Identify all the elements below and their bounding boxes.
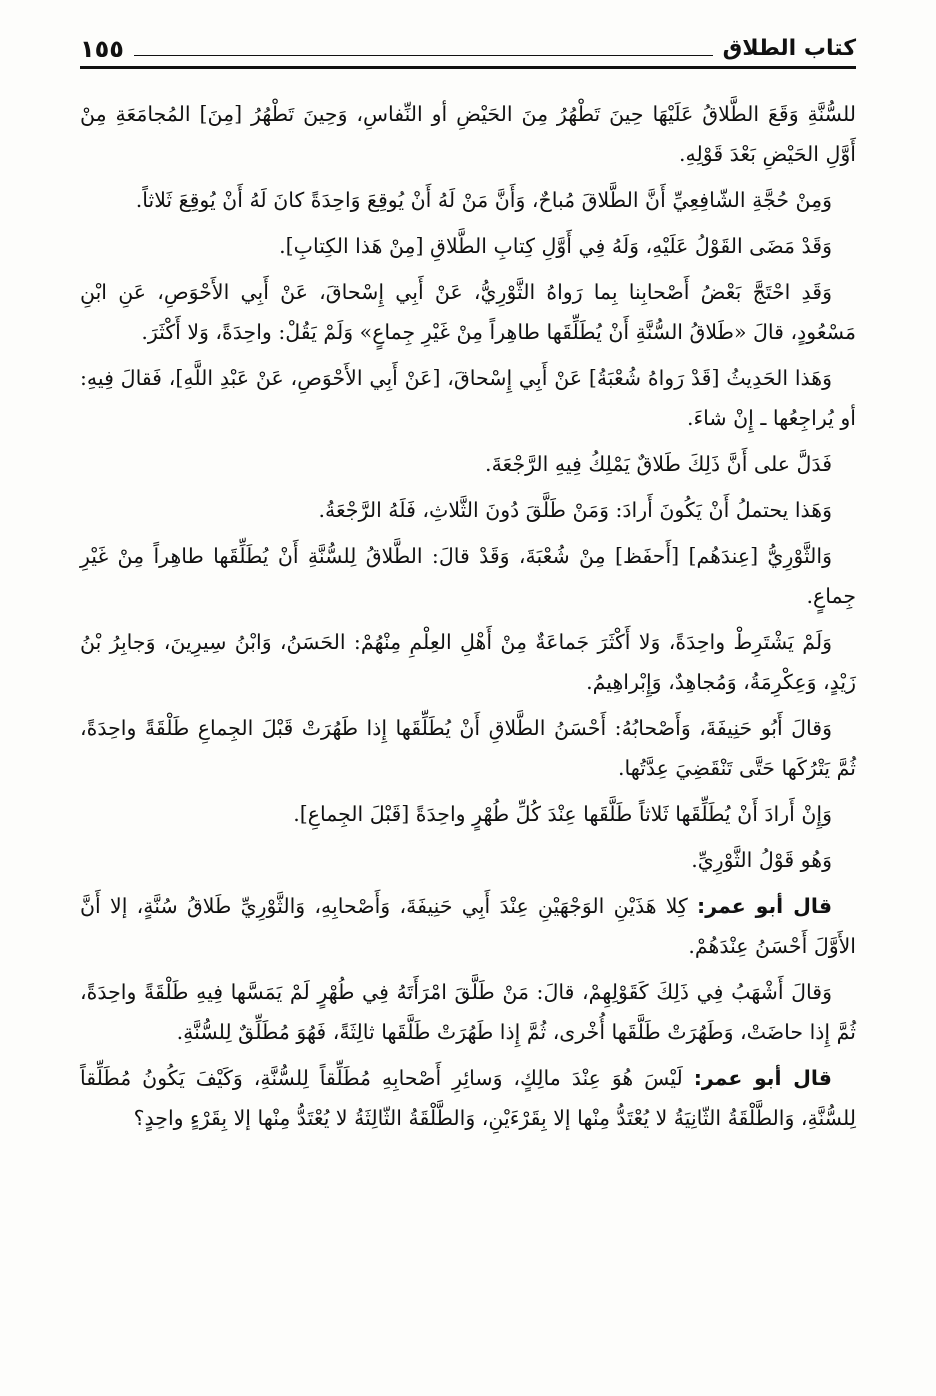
- paragraph-text: وَالثَّوْرِيُّ [عِندَهُم] [أَحفَظ] مِنْ شُعْبَةَ، وَقَدْ قالَ: الطَّلاقُ لِلسُّنَّةِ أَنْ يُطَلِّقَها طاهِراً مِنْ غَيْرِ جِماعٍ.: [80, 544, 856, 608]
- paragraph: [80, 180, 856, 220]
- paragraph: [80, 972, 856, 1052]
- paragraph: [80, 708, 856, 788]
- page-body: [80, 94, 856, 1144]
- paragraph-text: لَيْسَ هُوَ عِنْدَ مالِكٍ، وَسائِرِ أَصْحابِهِ مُطَلِّقاً لِلسُّنَّةِ، وَكَيْفَ يَكُونُ مُطَلِّقاً لِلسُّنَّةِ، وَالطَّلْقَةُ الثّانِيَةُ لا يُعْتَدُّ مِنْها إلا بِقَرْءَيْنِ، وَالطَّلْقَةُ الثّالِثَةُ لا يُعْتَدُّ مِنْها إلا بِقَرْءٍ واحِدٍ؟: [80, 1066, 856, 1130]
- paragraph-text: وَلَمْ يَشْتَرِطْ واحِدَةً، وَلا أَكْثَرَ جَماعَةٌ مِنْ أَهْلِ العِلْمِ مِنْهُمْ: الحَسَنُ، وَابْنُ سِيرِينَ، وَجابِرُ بْنُ زَيْدٍ، وَعِكْرِمَةُ، وَمُجاهِدٌ، وَإِبْراهِيمُ.: [80, 630, 856, 694]
- header-inline-rule: [134, 55, 713, 56]
- paragraph-text: وَمِنْ حُجَّةِ الشّافِعِيِّ أَنَّ الطَّلاقَ مُباحٌ، وَأَنَّ مَنْ لَهُ أَنْ يُوقِعَ وَاحِدَةً كانَ لَهُ أَنْ يُوقِعَ ثَلاثاً.: [135, 188, 832, 212]
- paragraph: [80, 840, 856, 880]
- paragraph: [80, 94, 856, 174]
- paragraph-text: وَإِنْ أَرادَ أَنْ يُطَلِّقَها ثَلاثاً طَلَّقَها عِنْدَ كُلِّ طُهْرٍ واحِدَةً [قَبْلَ الجِماعِ].: [293, 802, 832, 826]
- paragraph-text: وَهُو قَوْلُ الثَّوْرِيِّ.: [691, 848, 832, 872]
- page-number: ١٥٥: [80, 35, 124, 63]
- paragraph: [80, 536, 856, 616]
- paragraph: [80, 444, 856, 484]
- paragraph: [80, 272, 856, 352]
- paragraph-text: فَدَلَّ على أَنَّ ذَلِكَ طَلاقٌ يَمْلِكُ فِيهِ الرَّجْعَةَ.: [485, 452, 832, 476]
- paragraph-text: وَهَذا يحتملُ أَنْ يَكُونَ أَرادَ: وَمَنْ طَلَّقَ دُونَ الثَّلاثِ، فَلَهُ الرَّجْعَةُ.: [318, 498, 832, 522]
- paragraph: [80, 622, 856, 702]
- paragraph-text: وَقالَ أَشْهَبُ فِي ذَلِكَ كَقَوْلِهِمْ، قالَ: مَنْ طَلَّقَ امْرَأَتَهُ فِي طُهْرٍ لَمْ يَمَسَّها فِيهِ طَلْقَةً واحِدَةً، ثُمَّ إِذا حاضَتْ، وَطَهُرَتْ طَلَّقَها أُخْرى، ثُمَّ إِذا طَهُرَتْ طَلَّقَها ثالِثَةً، فَهُوَ مُطَلِّقٌ لِلسُّنَّةِ.: [80, 980, 856, 1044]
- paragraph: [80, 1058, 856, 1138]
- paragraph-text: وَقَدْ مَضَى القَوْلُ عَلَيْهِ، وَلَهُ فِي أَوَّلِ كِتابِ الطَّلاقِ [مِنْ هَذا الكِتابِ].: [279, 234, 832, 258]
- paragraph-lead: قال أبو عمر:: [693, 1066, 832, 1090]
- running-header: [80, 28, 856, 62]
- paragraph: [80, 358, 856, 438]
- paragraph: [80, 490, 856, 530]
- running-title: كتاب الطلاق: [722, 36, 856, 61]
- paragraph: [80, 886, 856, 966]
- paragraph-text: للسُّنَّةِ وَقَعَ الطَّلاقُ عَلَيْهَا حِينَ تَطْهُرُ مِنَ الحَيْضِ أو النِّفاسِ، وَحِينَ تَطْهُرُ [مِنَ] المُجامَعَةِ مِنْ أَوَّلِ الحَيْضِ بَعْدَ قَوْلِهِ.: [80, 102, 856, 166]
- paragraph-text: وَقالَ أَبُو حَنِيفَةَ، وَأَصْحابُهُ: أَحْسَنُ الطَّلاقِ أَنْ يُطَلِّقَها إِذا طَهُرَتْ قَبْلَ الجِماعِ طَلْقَةً واحِدَةً، ثُمَّ يَتْرُكَها حَتَّى تَنْقَضِيَ عِدَّتُها.: [80, 716, 856, 780]
- header-rule: [80, 66, 856, 69]
- paragraph-text: كِلا هَذَيْنِ الوَجْهَيْنِ عِنْدَ أَبِي حَنِيفَةَ، وَأَصْحابِهِ، وَالثَّوْرِيِّ طَلاقُ سُنَّةٍ، إلا أَنَّ الأَوَّلَ أَحْسَنُ عِنْدَهُمْ.: [80, 894, 856, 958]
- paragraph-text: وَقَدِ احْتَجَّ بَعْضُ أَصْحابِنا بِما رَواهُ الثَّوْرِيُّ، عَنْ أَبِي إِسْحاقَ، عَنْ أَبِي الأَحْوَصِ، عَنِ ابْنِ مَسْعُودٍ، قالَ «طَلاقُ السُّنَّةِ أَنْ يُطَلِّقَها طاهِراً مِنْ غَيْرِ جِماعٍ» وَلَمْ يَقُلْ: واحِدَةً، وَلا أَكْثَرَ.: [80, 280, 856, 344]
- paragraph: [80, 794, 856, 834]
- paragraph-text: وَهَذا الحَدِيثُ [قَدْ رَواهُ شُعْبَةُ] عَنْ أَبِي إِسْحاقَ، [عَنْ أَبِي الأَحْوَصِ، عَنْ عَبْدِ اللَّهِ]، فَقالَ فِيهِ: أو يُراجِعُها ـ إِنْ شاءَ.: [80, 366, 856, 430]
- paragraph: [80, 226, 856, 266]
- paragraph-lead: قال أبو عمر:: [697, 894, 832, 918]
